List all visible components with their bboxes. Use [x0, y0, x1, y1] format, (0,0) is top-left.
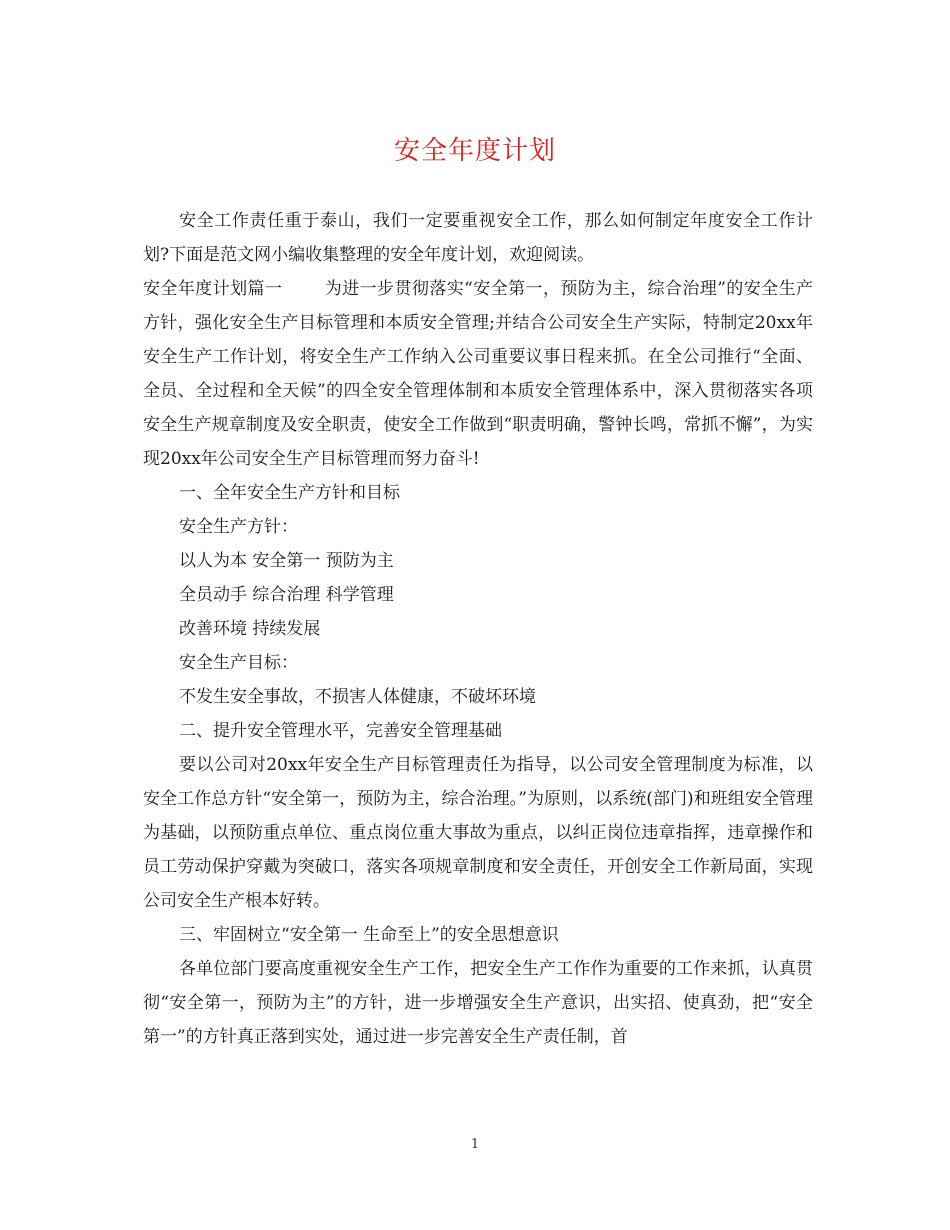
document-title: 安全年度计划 — [393, 136, 556, 166]
page-number: 1 — [470, 1137, 480, 1152]
policy-line-2: 全员动手 综合治理 科学管理 — [179, 585, 394, 605]
paragraph-3: 各单位部门要高度重视安全生产工作，把安全生产工作作为重要的工作来抓，认真贯彻“安全第一，预防为主”的方针，进一步增强安全生产意识，出实招、使真劲，把“安全第一”的方针真正落到实处，通过进一步完善安全生产责任制，首 — [143, 959, 813, 1047]
heading-1: 一、全年安全生产方针和目标 — [179, 483, 400, 503]
section-paragraph — [143, 272, 813, 476]
section-label: 安全年度计划篇一 — [143, 279, 283, 299]
policy-line-3: 改善环境 持续发展 — [179, 619, 321, 639]
goal-label: 安全生产目标： — [179, 653, 298, 673]
intro-paragraph: 安全工作责任重于泰山，我们一定要重视安全工作，那么如何制定年度安全工作计划?下面是范文网小编收集整理的安全年度计划，欢迎阅读。 — [143, 211, 813, 265]
document-body — [143, 204, 813, 1054]
heading-2: 二、提升安全管理水平，完善安全管理基础 — [179, 721, 502, 741]
heading-3: 三、牢固树立“安全第一 生命至上”的安全思想意识 — [179, 925, 559, 945]
goal-line: 不发生安全事故，不损害人体健康，不破坏环境 — [179, 687, 536, 707]
section-body: 为进一步贯彻落实“安全第一，预防为主，综合治理”的安全生产方针，强化安全生产目标管理和本质安全管理;并结合公司安全生产实际，特制定20xx年安全生产工作计划，将安全生产工作纳入公司重要议事日程来抓。在全公司推行“全面、全员、全过程和全天候”的四全安全管理体制和本质安全管理体系中，深入贯彻落实各项安全生产规章制度及安全职责，使安全工作做到“职责明确，警钟长鸣，常抓不懈”，为实现20xx年公司安全生产目标管理而努力奋斗! — [143, 279, 813, 469]
policy-line-1: 以人为本 安全第一 预防为主 — [179, 551, 394, 571]
policy-label: 安全生产方针： — [179, 517, 298, 537]
paragraph-2: 要以公司对20xx年安全生产目标管理责任为指导，以公司安全管理制度为标准，以安全工作总方针“安全第一，预防为主，综合治理。”为原则，以系统(部门)和班组安全管理为基础，以预防重点单位、重点岗位重大事故为重点，以纠正岗位违章指挥，违章操作和员工劳动保护穿戴为突破口，落实各项规章制度和安全责任，开创安全工作新局面，实现公司安全生产根本好转。 — [143, 755, 813, 911]
